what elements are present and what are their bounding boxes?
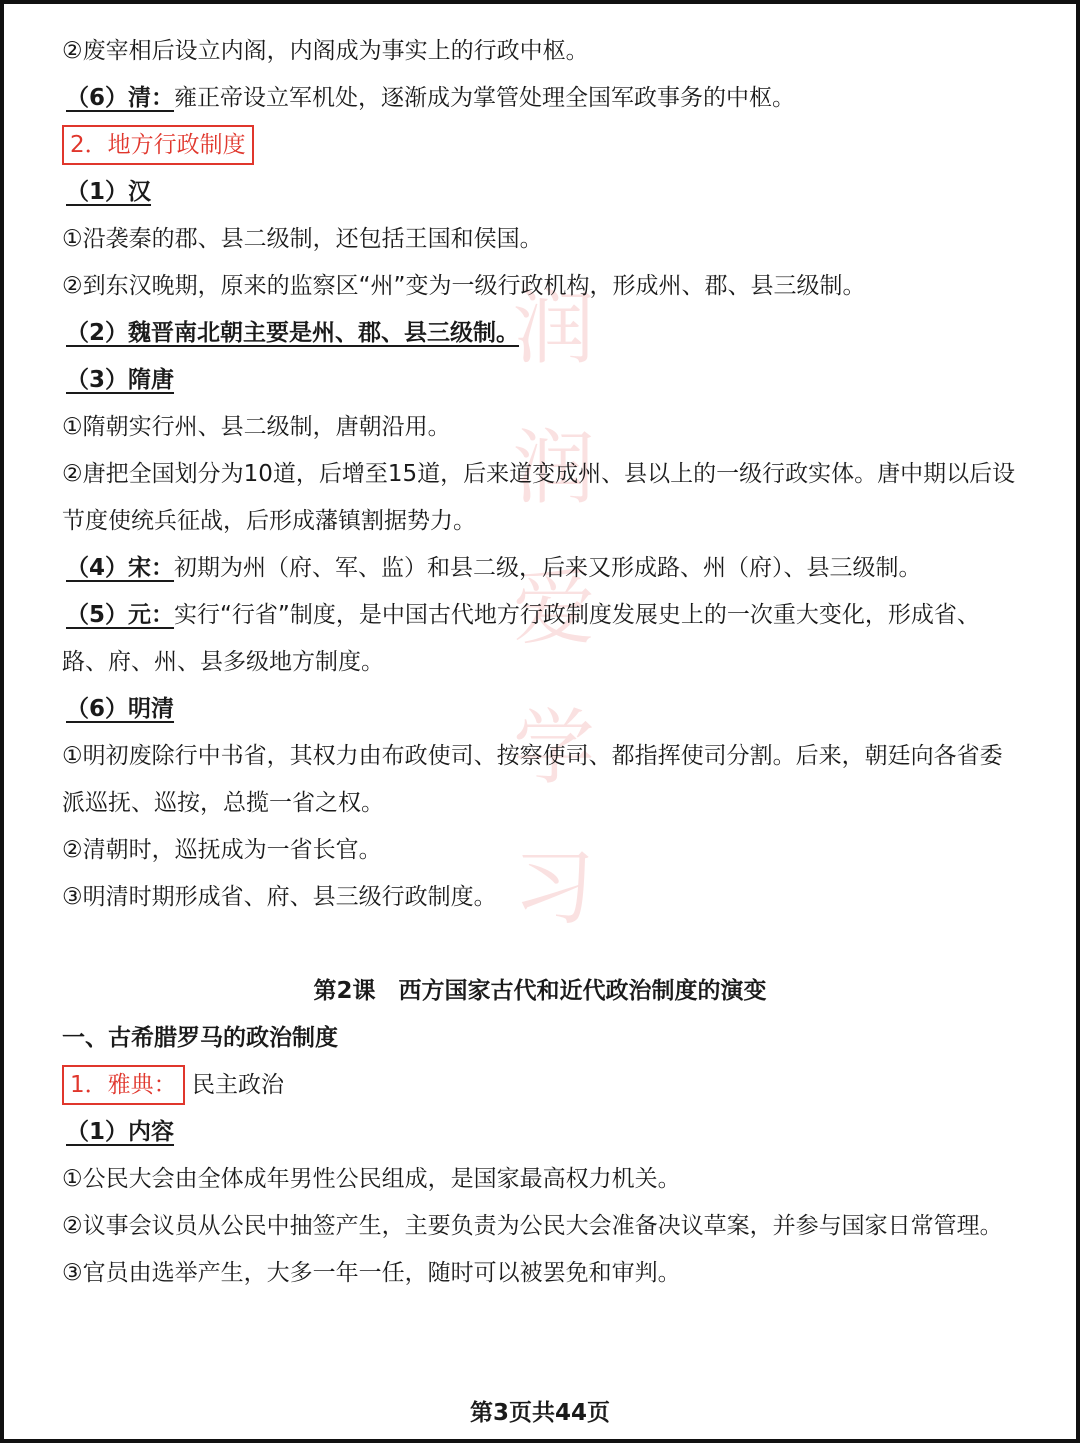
paragraph-text: 雍正帝设立军机处，逐渐成为掌管处理全国军政事务的中枢。 bbox=[174, 85, 796, 111]
paragraph: ①公民大会由全体成年男性公民组成，是国家最高权力机关。 bbox=[62, 1166, 681, 1192]
subheading: （6）明清 bbox=[66, 696, 175, 722]
watermark-char: 润 bbox=[512, 281, 595, 376]
paragraph bbox=[62, 75, 1018, 122]
section-heading bbox=[62, 1062, 1018, 1109]
watermark-char: 润 bbox=[512, 421, 595, 516]
subheading: （3）隋唐 bbox=[66, 367, 175, 393]
paragraph: ②议事会议员从公民中抽签产生，主要负责为公民大会准备决议草案，并参与国家日常管理。 bbox=[62, 1213, 1003, 1239]
subheading: （1）内容 bbox=[66, 1119, 175, 1145]
watermark-char: 习 bbox=[512, 841, 595, 936]
paragraph: ②废宰相后设立内阁，内阁成为事实上的行政中枢。 bbox=[62, 38, 589, 64]
subheading: （5）元： bbox=[66, 602, 175, 628]
subheading-row bbox=[62, 310, 1018, 357]
watermark-char: 爱 bbox=[512, 561, 595, 656]
subheading: （1）汉 bbox=[66, 179, 152, 205]
subheading: （6）清： bbox=[66, 85, 175, 111]
paragraph: ③明清时期形成省、府、县三级行政制度。 bbox=[62, 884, 497, 910]
lesson-title: 第2课 西方国家古代和近代政治制度的演变 bbox=[313, 978, 767, 1004]
page-content bbox=[62, 28, 1018, 1297]
subheading-row bbox=[62, 686, 1018, 733]
part-heading: 一、古希腊罗马的政治制度 bbox=[62, 1025, 338, 1051]
paragraph: ②到东汉晚期，原来的监察区“州”变为一级行政机构，形成州、郡、县三级制。 bbox=[62, 273, 866, 299]
paragraph: ①明初废除行中书省，其权力由布政使司、按察使司、都指挥使司分割。后来，朝廷向各省委派巡抚、巡按，总揽一省之权。 bbox=[62, 743, 1003, 816]
boxed-heading: 2．地方行政制度 bbox=[62, 125, 254, 165]
subheading-row bbox=[62, 169, 1018, 216]
paragraph-text: 实行“行省”制度，是中国古代地方行政制度发展史上的一次重大变化，形成省、路、府、州、县多级地方制度。 bbox=[62, 602, 980, 675]
paragraph bbox=[62, 545, 1018, 592]
subheading: （2）魏晋南北朝主要是州、郡、县三级制。 bbox=[66, 320, 520, 346]
subheading-row bbox=[62, 357, 1018, 404]
paragraph-text: 初期为州（府、军、监）和县二级，后来又形成路、州（府）、县三级制。 bbox=[174, 555, 922, 581]
page-number: 第3页共44页 bbox=[469, 1400, 610, 1426]
boxed-heading: 1．雅典： bbox=[62, 1065, 185, 1105]
section-heading bbox=[62, 122, 1018, 169]
paragraph: ②清朝时，巡抚成为一省长官。 bbox=[62, 837, 382, 863]
paragraph bbox=[62, 592, 1018, 686]
paragraph: ①隋朝实行州、县二级制，唐朝沿用。 bbox=[62, 414, 451, 440]
paragraph: ③官员由选举产生，大多一年一任，随时可以被罢免和审判。 bbox=[62, 1260, 681, 1286]
paragraph-text: 民主政治 bbox=[191, 1072, 284, 1098]
paragraph: ②唐把全国划分为10道，后增至15道，后来道变成州、县以上的一级行政实体。唐中期以后设节度使统兵征战，后形成藩镇割据势力。 bbox=[62, 461, 1016, 534]
subheading-row bbox=[62, 1109, 1018, 1156]
paragraph: ①沿袭秦的郡、县二级制，还包括王国和侯国。 bbox=[62, 226, 543, 252]
subheading: （4）宋： bbox=[66, 555, 175, 581]
watermark-char: 学 bbox=[512, 701, 595, 796]
